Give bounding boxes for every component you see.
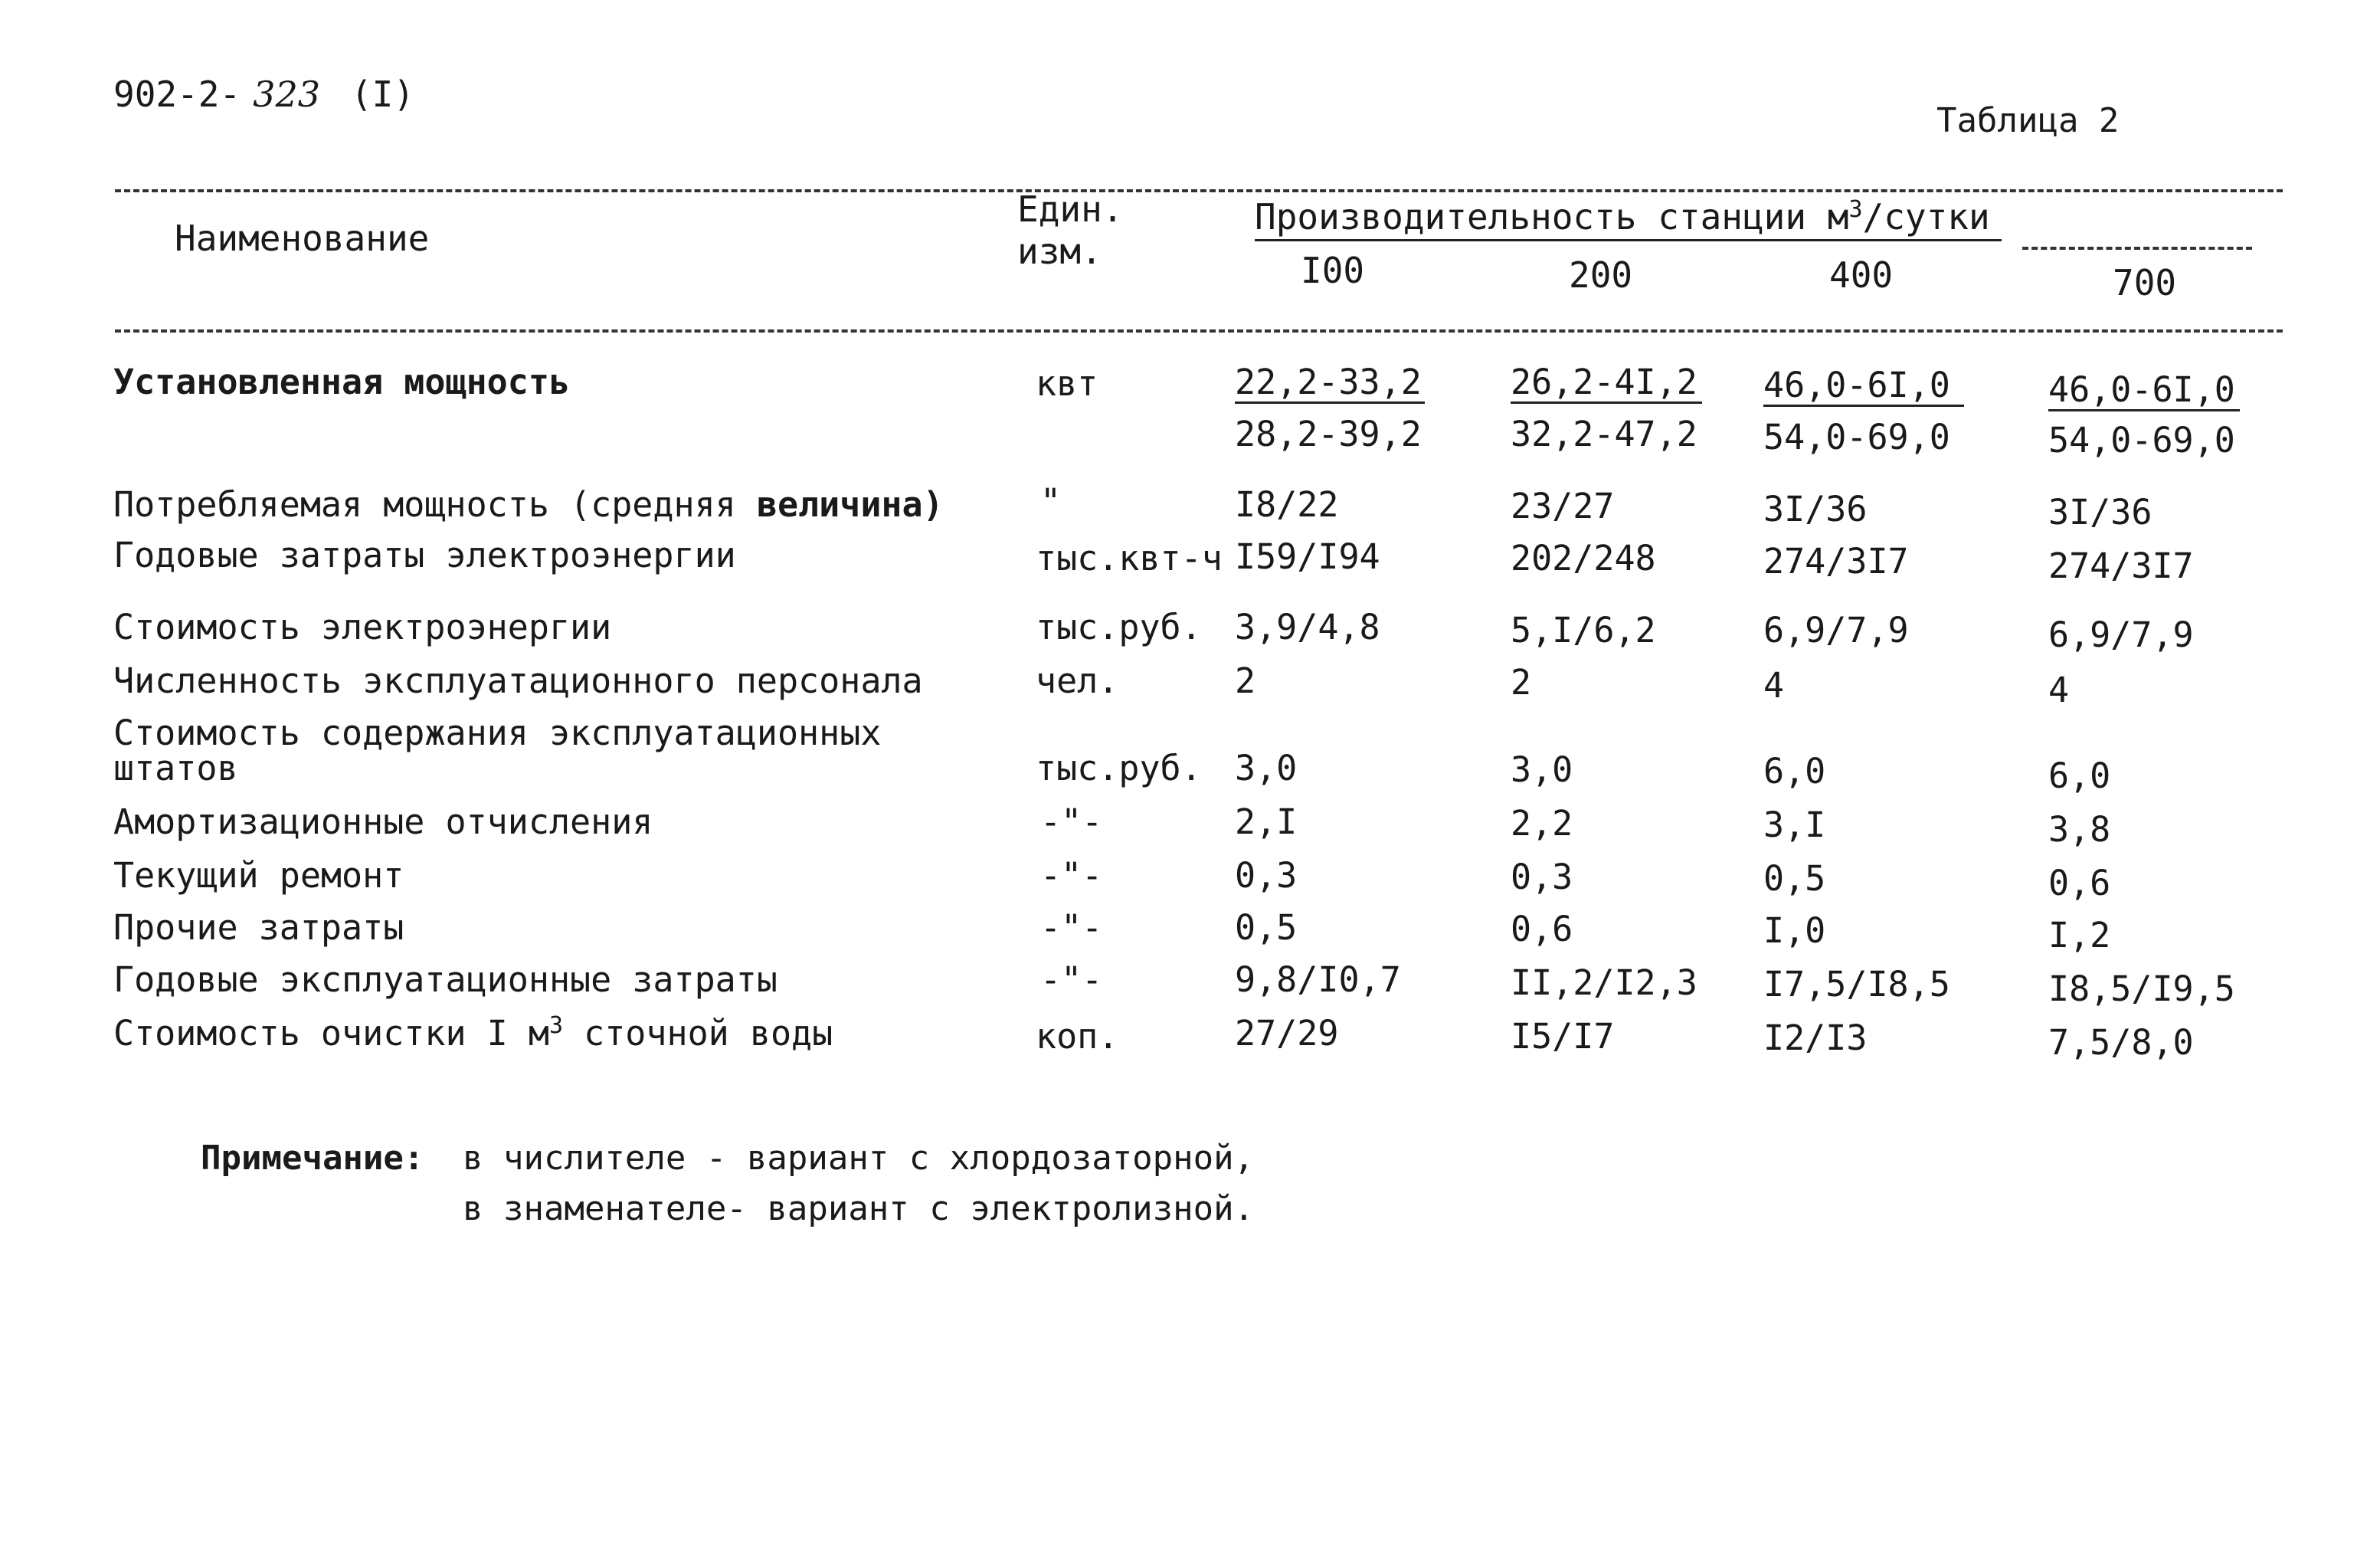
column-header-unit-line1: Един. <box>1017 188 1124 230</box>
row-staff-count-unit: чел. <box>1036 660 1119 701</box>
row-annual-operating-costs-700: I8,5/I9,5 <box>2048 969 2235 1009</box>
document-code <box>113 74 415 115</box>
row-staff-count-100: 2 <box>1235 660 1256 701</box>
column-header-capacity-400: 400 <box>1829 254 1894 296</box>
row-installed-power-100-denominator: 28,2-39,2 <box>1235 414 1422 454</box>
row-annual-energy-unit: тыс.квт-ч <box>1036 538 1223 578</box>
row-consumed-power-label: Потребляемая мощность (средняя <box>113 484 757 525</box>
row-annual-operating-costs-400: I7,5/I8,5 <box>1763 964 1950 1005</box>
note-line1: в числителе - вариант с хлордозаторной, <box>463 1139 1255 1178</box>
note-label: Примечание: <box>201 1139 424 1178</box>
row-staff-cost-700: 6,0 <box>2048 755 2111 796</box>
column-header-unit-line2: изм. <box>1017 231 1102 272</box>
fraction-bar-700 <box>2048 409 2240 411</box>
table-label: Таблица 2 <box>1936 101 2120 140</box>
header-bottom-rule <box>115 329 2283 333</box>
row-installed-power-200-denominator: 32,2-47,2 <box>1511 414 1697 454</box>
column-header-name: Наименование <box>175 218 430 259</box>
row-annual-operating-costs-100: 9,8/I0,7 <box>1235 959 1401 1000</box>
row-staff-cost-name-line2: штатов <box>113 748 238 788</box>
row-treatment-cost-superscript: 3 <box>548 1012 564 1039</box>
row-installed-power-name: Установленная мощность <box>113 362 571 402</box>
row-current-repair-400: 0,5 <box>1763 858 1826 899</box>
row-staff-cost-200: 3,0 <box>1511 749 1573 790</box>
row-other-costs-700: I,2 <box>2048 915 2111 955</box>
fraction-bar-200 <box>1511 401 1702 404</box>
row-other-costs-200: 0,6 <box>1511 909 1573 949</box>
row-consumed-power-100: I8/22 <box>1235 484 1339 525</box>
row-consumed-power-200: 23/27 <box>1511 486 1615 526</box>
row-treatment-cost-700: 7,5/8,0 <box>2048 1022 2194 1063</box>
row-energy-cost-name: Стоимость электроэнергии <box>113 607 612 647</box>
row-installed-power-unit: квт <box>1036 363 1098 404</box>
row-consumed-power-700: 3I/36 <box>2048 492 2152 533</box>
row-other-costs-name: Прочие затраты <box>113 907 404 948</box>
row-treatment-cost-name <box>113 1012 833 1054</box>
row-consumed-power-name <box>113 484 944 525</box>
row-energy-cost-200: 5,I/6,2 <box>1511 610 1656 651</box>
row-annual-energy-100: I59/I94 <box>1235 536 1380 577</box>
row-consumed-power-unit: " <box>1040 481 1062 522</box>
row-other-costs-unit: -"- <box>1040 907 1103 948</box>
row-current-repair-200: 0,3 <box>1511 857 1573 897</box>
row-other-costs-100: 0,5 <box>1235 907 1298 948</box>
row-installed-power-100-numerator: 22,2-33,2 <box>1235 362 1422 402</box>
row-staff-cost-unit: тыс.руб. <box>1036 748 1202 788</box>
row-energy-cost-400: 6,9/7,9 <box>1763 610 1909 651</box>
column-header-capacity-700: 700 <box>2113 262 2177 303</box>
row-installed-power-200-numerator: 26,2-4I,2 <box>1511 362 1697 402</box>
row-treatment-cost-label-end: сточной воды <box>563 1013 833 1054</box>
row-annual-operating-costs-unit: -"- <box>1040 959 1103 1000</box>
header-top-rule <box>115 189 2283 192</box>
row-staff-count-400: 4 <box>1763 665 1785 706</box>
row-installed-power-400-denominator: 54,0-69,0 <box>1763 417 1950 457</box>
row-treatment-cost-200: I5/I7 <box>1511 1016 1615 1057</box>
row-current-repair-700: 0,6 <box>2048 863 2111 903</box>
row-installed-power-400-numerator: 46,0-6I,0 <box>1763 365 1950 405</box>
fraction-bar-100 <box>1235 401 1425 404</box>
row-treatment-cost-100: 27/29 <box>1235 1013 1339 1054</box>
row-depreciation-unit: -"- <box>1040 801 1103 842</box>
row-annual-operating-costs-name: Годовые эксплуатационные затраты <box>113 959 778 1000</box>
row-depreciation-name: Амортизационные отчисления <box>113 801 653 842</box>
row-current-repair-name: Текущий ремонт <box>113 855 404 896</box>
row-other-costs-400: I,0 <box>1763 910 1826 951</box>
row-consumed-power-label-bold: величина) <box>756 484 944 525</box>
row-staff-count-200: 2 <box>1511 662 1532 703</box>
row-staff-cost-name-line1: Стоимость содержания эксплуатационных <box>113 713 882 753</box>
row-consumed-power-400: 3I/36 <box>1763 489 1868 529</box>
column-header-capacity-100: I00 <box>1301 250 1365 291</box>
row-annual-energy-700: 274/3I7 <box>2048 546 2194 586</box>
row-current-repair-unit: -"- <box>1040 855 1103 896</box>
row-staff-cost-400: 6,0 <box>1763 751 1826 792</box>
capacity-group-underline <box>1255 239 2002 241</box>
row-current-repair-100: 0,3 <box>1235 855 1298 896</box>
row-staff-count-700: 4 <box>2048 670 2070 710</box>
capacity-group-title-superscript: 3 <box>1848 196 1863 223</box>
row-treatment-cost-unit: коп. <box>1036 1016 1119 1057</box>
row-annual-energy-name: Годовые затраты электроэнергии <box>113 535 736 575</box>
row-installed-power-700-numerator: 46,0-6I,0 <box>2048 369 2235 410</box>
row-treatment-cost-label: Стоимость очистки I м <box>113 1013 549 1054</box>
row-energy-cost-100: 3,9/4,8 <box>1235 607 1380 647</box>
fraction-bar-400 <box>1763 405 1964 407</box>
row-energy-cost-unit: тыс.руб. <box>1036 607 1202 647</box>
row-depreciation-200: 2,2 <box>1511 803 1573 844</box>
document-code-handwritten: 323 <box>253 74 320 115</box>
row-annual-energy-400: 274/3I7 <box>1763 541 1909 582</box>
row-treatment-cost-400: I2/I3 <box>1763 1018 1868 1058</box>
note-line2: в знаменателе- вариант с электролизной. <box>463 1189 1255 1228</box>
row-depreciation-700: 3,8 <box>2048 809 2111 850</box>
row-installed-power-700-denominator: 54,0-69,0 <box>2048 420 2235 460</box>
row-depreciation-400: 3,I <box>1763 805 1826 845</box>
row-annual-energy-200: 202/248 <box>1511 538 1656 578</box>
capacity-group-title-unit: /сутки <box>1862 196 1990 238</box>
capacity-group-title: Производительность станции м <box>1255 196 1849 238</box>
header-group-rule <box>2022 247 2252 250</box>
column-header-capacity-group <box>1255 196 1990 238</box>
row-staff-cost-100: 3,0 <box>1235 748 1298 788</box>
document-code-suffix: (I) <box>350 74 415 115</box>
row-depreciation-100: 2,I <box>1235 801 1298 842</box>
row-staff-count-name: Численность эксплуатационного персонала <box>113 660 923 701</box>
row-energy-cost-700: 6,9/7,9 <box>2048 615 2194 655</box>
row-annual-operating-costs-200: II,2/I2,3 <box>1511 962 1697 1003</box>
document-code-prefix: 902-2- <box>113 74 241 115</box>
column-header-capacity-200: 200 <box>1569 254 1633 296</box>
